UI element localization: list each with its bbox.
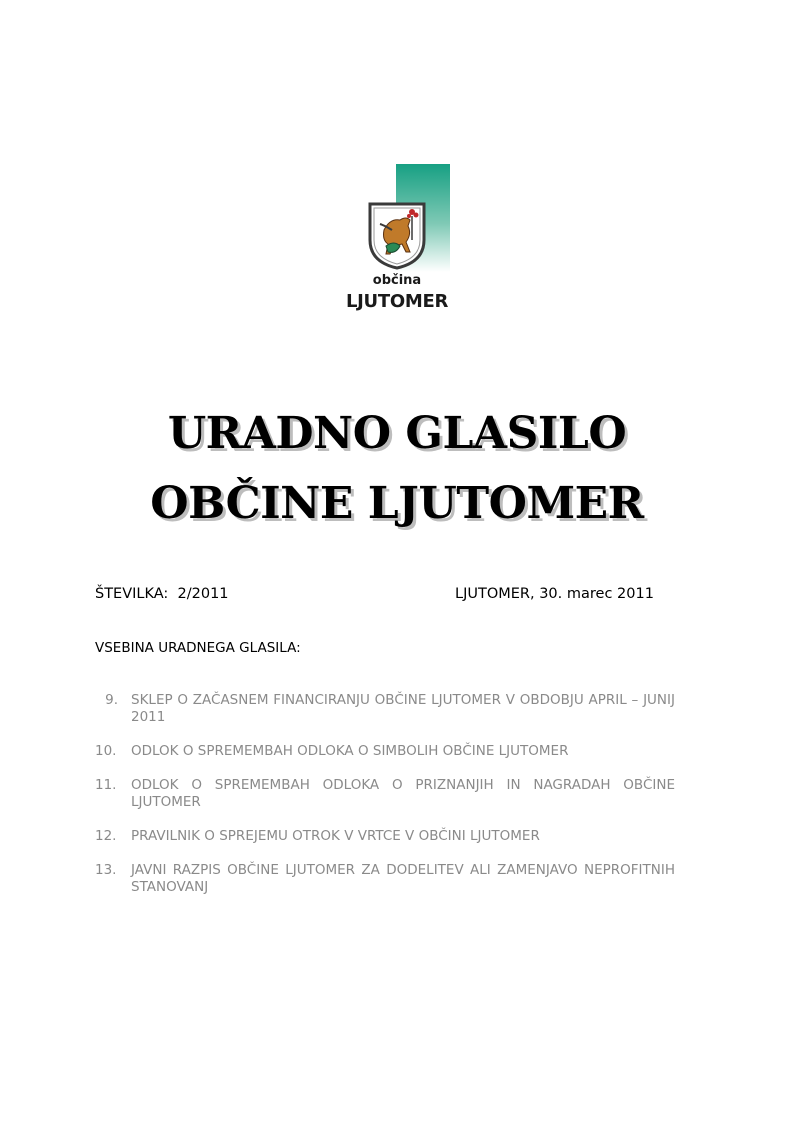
toc-item-number: 12. (95, 828, 117, 844)
toc-item (95, 862, 675, 896)
contents-heading: VSEBINA URADNEGA GLASILA: (95, 640, 301, 656)
toc-item (95, 743, 675, 760)
issue-date: LJUTOMER, 30. marec 2011 (455, 586, 654, 602)
logo-big-text: LJUTOMER (345, 291, 449, 312)
toc-item (95, 777, 675, 811)
toc-item-title: SKLEP O ZAČASNEM FINANCIRANJU OBČINE LJUTOMER V OBDOBJU APRIL – JUNIJ 2011 (131, 692, 675, 725)
toc-item-title: JAVNI RAZPIS OBČINE LJUTOMER ZA DODELITEV ALI ZAMENJAVO NEPROFITNIH STANOVANJ (131, 862, 675, 895)
document-title-line-2: OBČINE LJUTOMER (150, 478, 644, 529)
toc-item-title: ODLOK O SPREMEMBAH ODLOKA O SIMBOLIH OBČINE LJUTOMER (131, 743, 569, 759)
toc-item-number: 13. (95, 862, 117, 878)
document-title-line-1: URADNO GLASILO (167, 408, 627, 459)
coat-of-arms-icon (340, 160, 454, 272)
toc-item (95, 692, 675, 726)
municipality-logo (340, 160, 460, 320)
toc-item-title: PRAVILNIK O SPREJEMU OTROK V VRTCE V OBČINI LJUTOMER (131, 828, 540, 844)
toc-item (95, 828, 675, 845)
toc-item-number: 9. (105, 692, 118, 708)
toc-item-title: ODLOK O SPREMEMBAH ODLOKA O PRIZNANJIH IN NAGRADAH OBČINE LJUTOMER (131, 777, 675, 810)
toc-item-number: 11. (95, 777, 117, 793)
logo-small-text: občina (372, 273, 422, 288)
table-of-contents (95, 692, 675, 913)
toc-item-number: 10. (95, 743, 117, 759)
issue-number: ŠTEVILKA: 2/2011 (95, 586, 229, 602)
